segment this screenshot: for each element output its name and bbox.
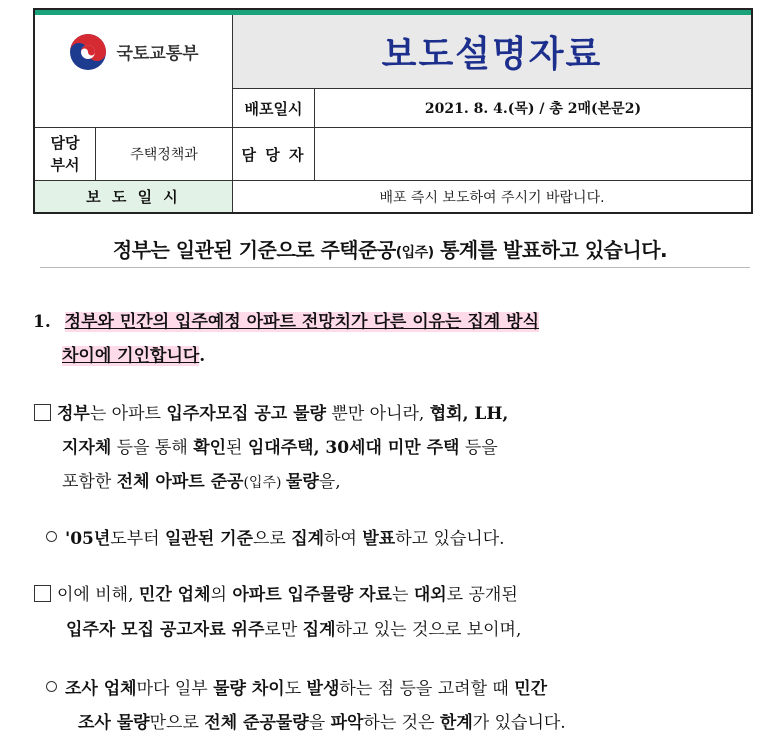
p4-t: 파악 [330, 713, 364, 733]
p1-t: (입주) [243, 475, 286, 491]
p2-t: 일관된 기준 [164, 529, 253, 549]
p1-t: 포함한 [62, 472, 117, 492]
p3-t: 입주자 모집 공고자료 위주 [66, 620, 265, 640]
p4-t: 조사 물량 [78, 713, 150, 733]
p3-t: 집계 [302, 620, 336, 640]
p1-t: 등을 [459, 438, 498, 458]
p4-t: 발생 [306, 679, 340, 699]
p3-t: 이에 비해, [57, 585, 139, 605]
p1-t: 을, [318, 472, 341, 492]
item1-line1 [33, 305, 539, 339]
p3-t: 는 [391, 585, 414, 605]
headline-part3: 통계를 발표하고 있습니다. [433, 238, 668, 262]
p3-t: 의 [210, 585, 233, 605]
p4-line2 [78, 706, 566, 740]
p4-t: 가 있습니다. [472, 713, 566, 733]
p1-t: 임대주택, 30세대 미만 주택 [247, 438, 460, 458]
dept-label: 담당 부서 [35, 127, 95, 180]
headline-part1: 정부는 일관된 기준으로 주택준공 [112, 238, 396, 262]
p3-line2 [66, 613, 521, 647]
headline-divider [40, 267, 750, 268]
p3-t: 로만 [264, 620, 303, 640]
headline [0, 234, 780, 263]
p2-line1 [46, 522, 505, 556]
person-label: 담 당 자 [232, 127, 314, 180]
p4-t: 조사 업체 [65, 679, 137, 699]
p4-t: 마다 일부 [136, 679, 214, 699]
p1-t: 뿐만 아니라, [326, 404, 430, 424]
p2-t: 발표 [362, 529, 396, 549]
p4-t: 만으로 [149, 713, 205, 733]
p3-t: 대외 [413, 585, 447, 605]
p4-t: 물량 차이 [213, 679, 285, 699]
p1-t: 정부 [57, 404, 90, 424]
p2-t: 하고 있습니다. [395, 529, 505, 549]
p2-t: 하여 [324, 529, 363, 549]
square-bullet-icon [34, 585, 51, 602]
p3-t: 민간 업체 [138, 585, 211, 605]
dept-value: 주택정책과 [95, 127, 232, 180]
p4-line1 [46, 672, 547, 706]
p1-t: 협회, LH, [429, 404, 509, 424]
headline-part2: (입주) [395, 245, 434, 261]
p4-t: 도 [284, 679, 307, 699]
p2-t: 도부터 [110, 529, 165, 549]
item1-line2 [62, 339, 205, 373]
item1-number: 1. [33, 312, 51, 332]
p1-t: 물량 [285, 472, 319, 492]
p1-t: 는 아파트 [89, 404, 167, 424]
p3-t: 로 공개된 [446, 585, 518, 605]
p1-t: 확인 [193, 438, 227, 458]
ministry-logo-cell [35, 15, 232, 88]
p2-t: 으로 [253, 529, 292, 549]
p1-t: 입주자모집 공고 물량 [166, 404, 326, 424]
item1-text-2: 차이에 기인합니다 [62, 346, 200, 366]
p1-t: 전체 아파트 준공 [116, 472, 244, 492]
ministry-name: 국토교통부 [116, 44, 199, 64]
report-time-value: 배포 즉시 보도하여 주시기 바랍니다. [232, 180, 751, 212]
dist-date-value: 2021. 8. 4.(목) / 총 2매(본문2) [314, 88, 751, 127]
p1-t: 된 [226, 438, 248, 458]
press-header-table [33, 8, 753, 214]
p4-t: 민간 [514, 679, 548, 699]
item1-text-2-end: . [199, 346, 206, 366]
p4-t: 한계 [439, 713, 473, 733]
p1-line2 [62, 431, 498, 465]
p4-t: 을 [308, 713, 331, 733]
ministry-logo [68, 32, 198, 72]
person-value [314, 127, 751, 180]
taegeuk-emblem-icon [68, 32, 108, 72]
document-title: 보도설명자료 [232, 15, 751, 88]
p2-t: '05년 [65, 529, 111, 549]
p4-t: 하는 점 등을 고려할 때 [339, 679, 515, 699]
p3-line1 [34, 578, 518, 612]
p1-line3 [62, 465, 341, 500]
item1-text-1: 정부와 민간의 입주예정 아파트 전망치가 다른 이유는 집계 방식 [64, 312, 539, 332]
circle-bullet-icon [46, 531, 57, 542]
square-bullet-icon [34, 404, 51, 421]
circle-bullet-icon [46, 681, 57, 692]
report-time-label: 보 도 일 시 [35, 180, 232, 212]
p1-t: 지자체 [62, 438, 112, 458]
p1-t: 등을 통해 [111, 438, 194, 458]
p3-t: 아파트 입주물량 자료 [232, 585, 392, 605]
p1-line1 [34, 397, 508, 431]
dist-date-label: 배포일시 [232, 88, 314, 127]
p4-t: 하는 것은 [363, 713, 440, 733]
p3-t: 하고 있는 것으로 보이며, [335, 620, 522, 640]
p2-t: 집계 [291, 529, 325, 549]
p4-t: 전체 준공물량 [204, 713, 309, 733]
